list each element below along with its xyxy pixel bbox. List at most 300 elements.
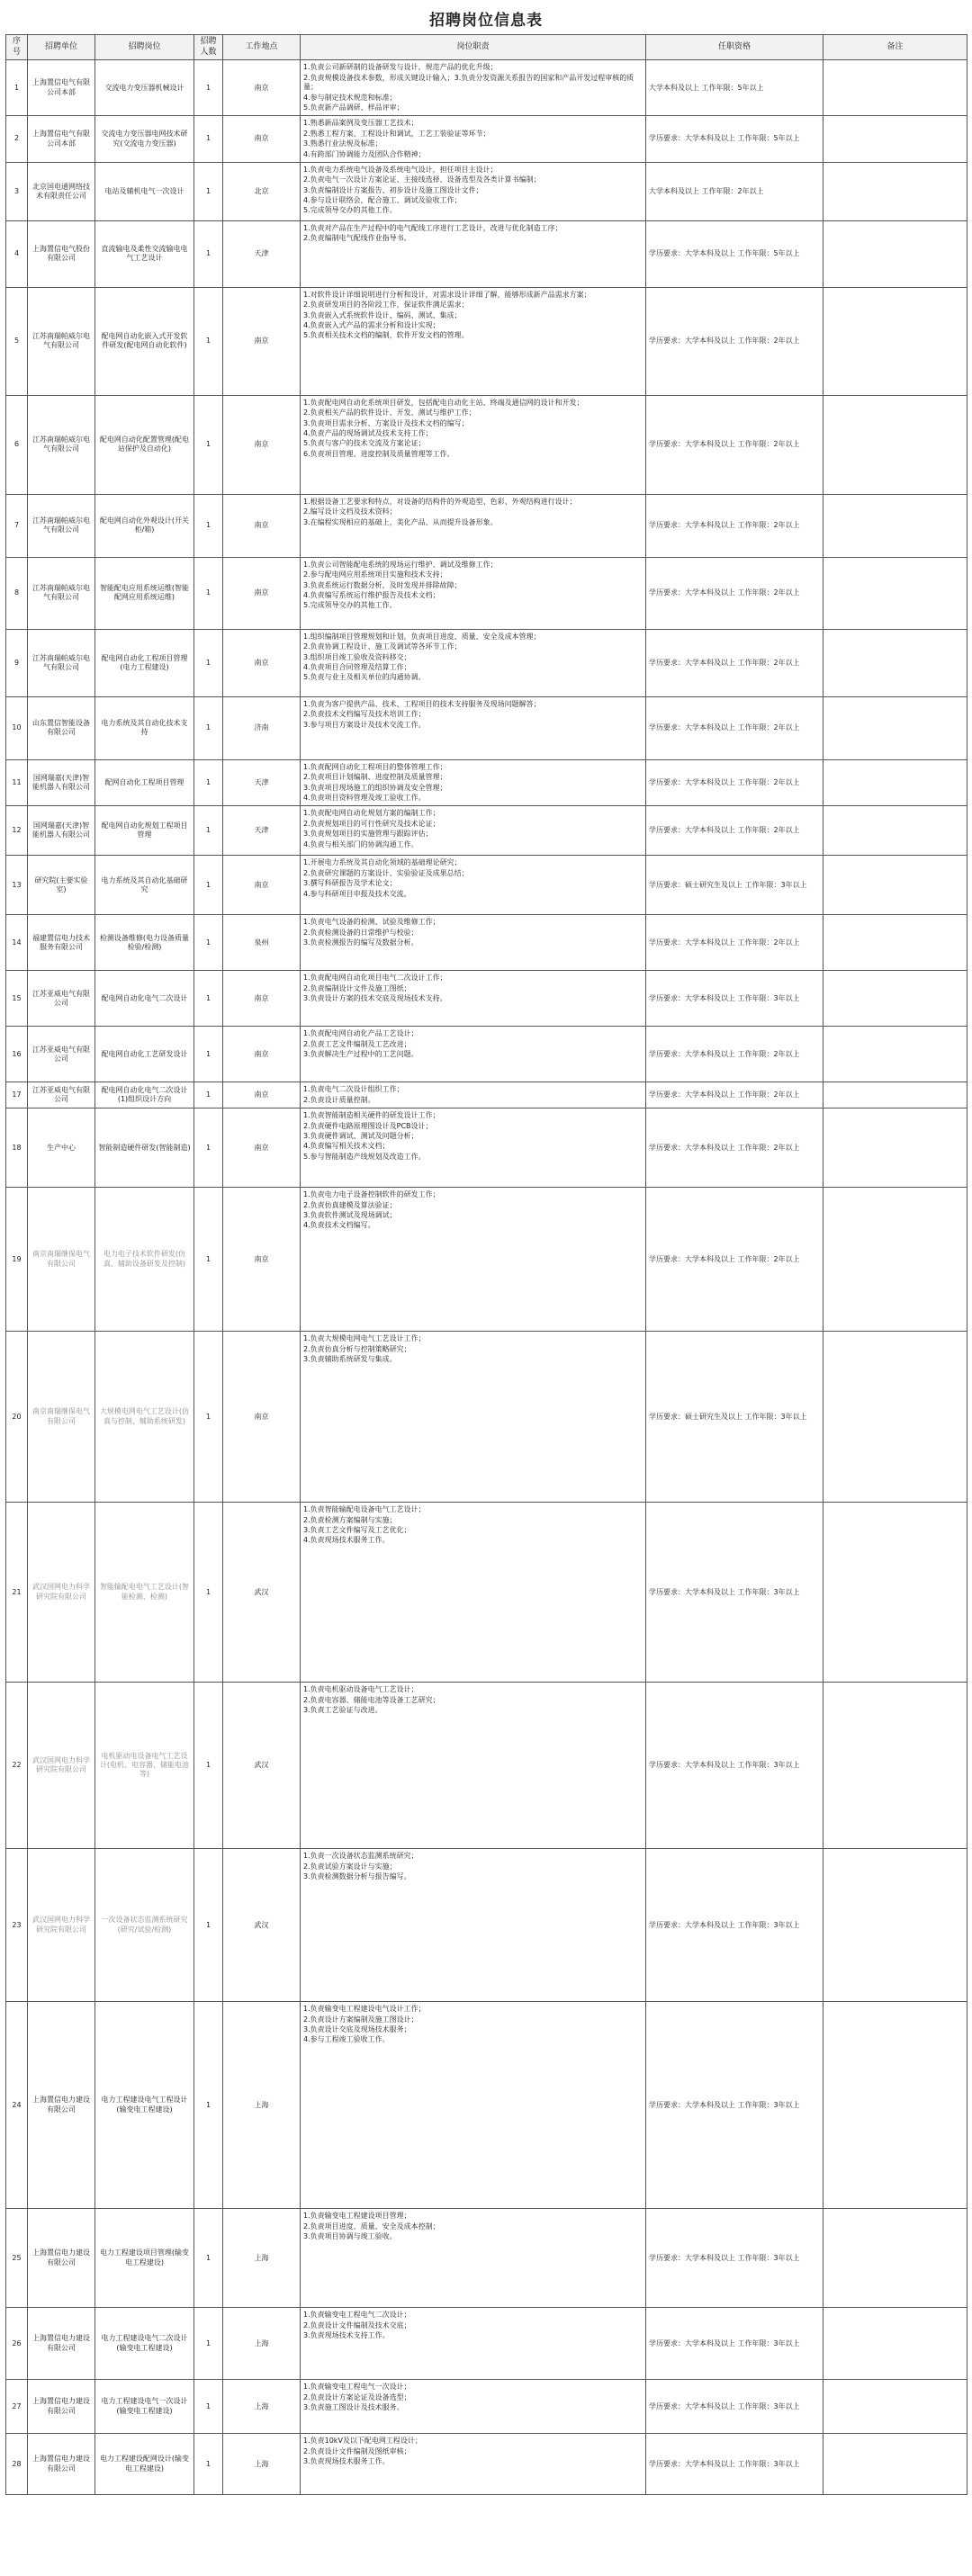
row-remarks — [824, 557, 968, 629]
duty-line: 1.负责电力电子设备控制软件的研发工作； — [303, 1190, 440, 1199]
row-position: 配电网自动化配置管理(配电站保护及自动化) — [95, 395, 194, 494]
duty-line: 3.负责项目需求分析、方案设计及技术文档的编写； — [303, 418, 469, 427]
table-row — [6, 60, 968, 116]
row-position: 检测设备维修(电力设备质量检验/检测) — [95, 915, 194, 971]
row-position: 电机驱动电设备电气工艺设计(电机、电容器、储能电池等) — [95, 1683, 194, 1849]
row-location: 南京 — [223, 1082, 301, 1108]
row-requirements: 学历要求：大学本科及以上 工作年限：2年以上 — [646, 629, 824, 696]
table-row — [6, 971, 968, 1027]
duty-line: 4.有跨部门协调能力及团队合作精神； — [303, 149, 426, 158]
row-unit: 江苏南瑞帕威尔电气有限公司 — [28, 629, 95, 696]
row-count: 1 — [194, 1683, 223, 1849]
duty-line: 1.负责公司新研制的设备研发与设计，规范产品的优化升级； — [303, 63, 498, 72]
table-row — [6, 2434, 968, 2495]
duty-line: 2.负责设计质量控制。 — [303, 1095, 375, 1104]
row-index: 11 — [6, 759, 28, 806]
row-count: 1 — [194, 629, 223, 696]
row-location: 南京 — [223, 971, 301, 1027]
row-unit: 上海置信电力建设有限公司 — [28, 2434, 95, 2495]
duty-line: 5.完成领导交办的其他工作。 — [303, 601, 397, 610]
row-requirements: 学历要求：大学本科及以上 工作年限：3年以上 — [646, 2209, 824, 2308]
row-remarks — [824, 915, 968, 971]
row-location: 济南 — [223, 696, 301, 759]
row-count: 1 — [194, 806, 223, 856]
duty-line: 4.参与工程竣工验收工作。 — [303, 2035, 390, 2044]
duty-line: 3.负责工艺验证与改进。 — [303, 1706, 382, 1715]
row-count: 1 — [194, 2209, 223, 2308]
row-location: 南京 — [223, 1332, 301, 1503]
row-duties — [301, 1188, 646, 1332]
duty-line: 2.负责检测方案编制与实施； — [303, 1515, 397, 1524]
duty-line: 1.负责输变电工程电气一次设计； — [303, 2383, 411, 2392]
row-location: 南京 — [223, 1027, 301, 1082]
table-row — [6, 557, 968, 629]
row-count: 1 — [194, 2434, 223, 2495]
row-location: 南京 — [223, 287, 301, 395]
row-index: 18 — [6, 1108, 28, 1188]
table-row — [6, 1082, 968, 1108]
duty-line: 2.负责编制电气配线作业指导书。 — [303, 234, 411, 243]
col-header-duties: 岗位职责 — [301, 35, 646, 60]
duty-line: 2.负责研究课题的方案设计、实验验证及成果总结； — [303, 868, 469, 877]
duty-line: 2.负责项目计划编制、进度控制及质量管理； — [303, 773, 447, 782]
row-remarks — [824, 1849, 968, 2002]
row-position: 交流电力变压器机械设计 — [95, 60, 194, 116]
table-row — [6, 629, 968, 696]
row-requirements: 学历要求：大学本科及以上 工作年限：3年以上 — [646, 2434, 824, 2495]
duty-line: 3.负责嵌入式系统软件设计、编码、测试、集成； — [303, 310, 462, 319]
duty-line: 5.完成领导交办的其他工作。 — [303, 206, 397, 215]
row-requirements: 学历要求：大学本科及以上 工作年限：2年以上 — [646, 557, 824, 629]
duty-line: 1.负责输变电工程建设电气设计工作； — [303, 2005, 426, 2014]
row-count: 1 — [194, 116, 223, 163]
row-index: 16 — [6, 1027, 28, 1082]
duty-line: 3.负责编制设计方案报告、初步设计及施工图设计文件； — [303, 185, 483, 194]
row-index: 1 — [6, 60, 28, 116]
duty-line: 1.负责配电网自动化系统项目研发，包括配电自动化主站、终端及通信网的设计和开发； — [303, 398, 584, 407]
row-requirements: 学历要求：大学本科及以上 工作年限：3年以上 — [646, 1503, 824, 1683]
duty-line: 1.负责智能输配电设备电气工艺设计； — [303, 1505, 426, 1514]
duty-line: 1.开展电力系统及其自动化领域的基础理论研究； — [303, 858, 462, 867]
duty-line: 3.熟悉行业法规及标准； — [303, 139, 382, 148]
row-requirements: 学历要求：大学本科及以上 工作年限：2年以上 — [646, 1188, 824, 1332]
duty-line: 3.负责硬件调试、测试及问题分析； — [303, 1132, 418, 1141]
row-index: 10 — [6, 696, 28, 759]
row-index: 14 — [6, 915, 28, 971]
duty-line: 1.根据设备工艺要求和特点，对设备的结构件的外观造型、色彩、外观结构进行设计； — [303, 497, 577, 506]
row-remarks — [824, 1108, 968, 1188]
row-duties — [301, 759, 646, 806]
duty-line: 4.负责嵌入式产品的需求分析和设计实现； — [303, 321, 440, 330]
row-unit: 江苏南瑞帕威尔电气有限公司 — [28, 494, 95, 557]
duty-line: 1.负责输变电工程电气二次设计； — [303, 2311, 411, 2320]
table-row — [6, 2308, 968, 2380]
row-location: 武汉 — [223, 1849, 301, 2002]
col-header-requirements: 任职资格 — [646, 35, 824, 60]
row-duties — [301, 116, 646, 163]
row-index: 24 — [6, 2002, 28, 2209]
row-count: 1 — [194, 1503, 223, 1683]
row-position: 配电网自动化电气二次设计 — [95, 971, 194, 1027]
col-header-unit: 招聘单位 — [28, 35, 95, 60]
row-count: 1 — [194, 2380, 223, 2434]
row-remarks — [824, 629, 968, 696]
col-header-index: 序号 — [6, 35, 28, 60]
row-location: 南京 — [223, 1188, 301, 1332]
duty-line: 1.对软件设计详细说明进行分析和设计，对需求设计详细了解，能够形成新产品需求方案； — [303, 290, 591, 299]
duty-line: 1.负责10kV及以下配电网工程设计； — [303, 2437, 422, 2446]
row-unit: 上海置信电力建设有限公司 — [28, 2002, 95, 2209]
row-position: 配网自动化工程项目管理 — [95, 759, 194, 806]
row-remarks — [824, 696, 968, 759]
row-position: 直流输电及柔性交流输电电气工艺设计 — [95, 220, 194, 287]
row-location: 上海 — [223, 2002, 301, 2209]
col-header-location: 工作地点 — [223, 35, 301, 60]
duty-line: 2.负责研发项目的各阶段工作，保证软件满足需求； — [303, 301, 469, 310]
duty-line: 2.负责设计文件编制及图纸审核； — [303, 2446, 411, 2455]
duty-line: 4.参与制定技术规范和标准； — [303, 93, 397, 102]
table-row — [6, 116, 968, 163]
table-row — [6, 856, 968, 915]
duty-line: 2.负责规划项目的可行性研究及技术论证； — [303, 819, 440, 828]
duty-line: 3.负责项目协调与竣工验收。 — [303, 2232, 397, 2241]
duty-line: 5.负责与业主及相关单位的沟通协调。 — [303, 673, 426, 682]
row-index: 9 — [6, 629, 28, 696]
row-position: 大规模电网电气工艺设计(仿真与控制、辅助系统研发) — [95, 1332, 194, 1503]
duty-line: 2.负责电容器、储能电池等设备工艺研究； — [303, 1695, 440, 1704]
row-duties — [301, 2380, 646, 2434]
row-location: 上海 — [223, 2434, 301, 2495]
row-count: 1 — [194, 287, 223, 395]
row-requirements: 学历要求：大学本科及以上 工作年限：2年以上 — [646, 915, 824, 971]
row-remarks — [824, 1027, 968, 1082]
row-index: 28 — [6, 2434, 28, 2495]
duty-line: 1.负责对产品在生产过程中的电气配线工序进行工艺设计，改进与优化制造工序； — [303, 223, 562, 232]
table-row — [6, 220, 968, 287]
row-location: 北京 — [223, 162, 301, 220]
duty-line: 2.负责硬件电路原理图设计及PCB设计； — [303, 1121, 433, 1130]
row-index: 8 — [6, 557, 28, 629]
row-index: 21 — [6, 1503, 28, 1683]
duty-line: 2.负责项目进度、质量、安全及成本控制； — [303, 2221, 440, 2230]
row-unit: 上海置信电气有限公司本部 — [28, 60, 95, 116]
table-row — [6, 915, 968, 971]
duty-line: 4.负责产品的现场调试及技术支持工作； — [303, 429, 433, 438]
row-unit: 江苏南瑞帕威尔电气有限公司 — [28, 395, 95, 494]
duty-line: 2.负责仿真分析与控制策略研究； — [303, 1344, 411, 1353]
duty-line: 4.负责编写系统运行维护报告及技术文档； — [303, 591, 440, 600]
row-remarks — [824, 395, 968, 494]
duty-line: 3.负责辅助系统研发与集成。 — [303, 1355, 397, 1364]
row-unit: 上海置信电气股份有限公司 — [28, 220, 95, 287]
row-location: 天津 — [223, 220, 301, 287]
row-unit: 江苏亚威电气有限公司 — [28, 1027, 95, 1082]
duty-line: 3.负责设计交底及现场技术服务； — [303, 2025, 411, 2034]
table-row — [6, 696, 968, 759]
row-count: 1 — [194, 1849, 223, 2002]
row-remarks — [824, 60, 968, 116]
duty-line: 2.负责规模设备技术参数，形成关键设计输入；3.负责分发资源关系报告的国家和产品开发过程审核的质量； — [303, 73, 634, 92]
row-location: 南京 — [223, 856, 301, 915]
row-duties — [301, 2002, 646, 2209]
duty-line: 2.负责检测设备的日常维护与校验； — [303, 928, 418, 937]
duty-line: 1.负责为客户提供产品、技术、工程项目的技术支持服务及现场问题解答； — [303, 699, 541, 708]
row-unit: 武汉国网电力科学研究院有限公司 — [28, 1683, 95, 1849]
row-duties — [301, 494, 646, 557]
duty-line: 2.负责试验方案设计与实施； — [303, 1862, 397, 1871]
row-requirements: 学历要求：大学本科及以上 工作年限：2年以上 — [646, 1108, 824, 1188]
duty-line: 1.负责智能制造相关硬件的研发设计工作； — [303, 1111, 440, 1120]
row-count: 1 — [194, 162, 223, 220]
row-location: 南京 — [223, 494, 301, 557]
row-requirements: 学历要求：大学本科及以上 工作年限：5年以上 — [646, 116, 824, 163]
table-row — [6, 494, 968, 557]
duty-line: 3.负责现场技术服务工作。 — [303, 2457, 390, 2466]
row-requirements: 大学本科及以上 工作年限：5年以上 — [646, 60, 824, 116]
row-location: 武汉 — [223, 1683, 301, 1849]
duty-line: 2.负责技术文档编写及技术培训工作； — [303, 710, 426, 719]
row-requirements: 学历要求：大学本科及以上 工作年限：3年以上 — [646, 2002, 824, 2209]
row-duties — [301, 1849, 646, 2002]
row-duties — [301, 1082, 646, 1108]
duty-line: 5.参与智能制造产线规划及改造工作。 — [303, 1152, 426, 1161]
row-location: 武汉 — [223, 1503, 301, 1683]
row-unit: 武汉国网电力科学研究院有限公司 — [28, 1503, 95, 1683]
row-duties — [301, 2308, 646, 2380]
row-index: 19 — [6, 1188, 28, 1332]
row-position: 配电网自动化电气二次设计(1)组织设计方向 — [95, 1082, 194, 1108]
row-count: 1 — [194, 494, 223, 557]
row-remarks — [824, 220, 968, 287]
duty-line: 3.负责检测数据分析与报告编写。 — [303, 1872, 411, 1881]
duty-line: 1.负责配电网自动化规划方案的编制工作； — [303, 809, 440, 818]
duty-line: 1.负责一次设备状态监测系统研究； — [303, 1852, 418, 1861]
duty-line: 1.负责配电网自动化项目电气二次设计工作； — [303, 974, 447, 983]
table-row — [6, 759, 968, 806]
row-position: 智能配电应用系统运维(智能配网应用系统运维) — [95, 557, 194, 629]
row-unit: 江苏南瑞帕威尔电气有限公司 — [28, 287, 95, 395]
duty-line: 2.负责仿真建模及算法验证； — [303, 1200, 397, 1209]
row-count: 1 — [194, 1332, 223, 1503]
row-index: 22 — [6, 1683, 28, 1849]
row-requirements: 大学本科及以上 工作年限：2年以上 — [646, 162, 824, 220]
duty-line: 3.撰写科研报告及学术论文； — [303, 879, 397, 888]
row-unit: 江苏亚威电气有限公司 — [28, 971, 95, 1027]
duty-line: 3.参与项目方案设计及技术交流工作。 — [303, 720, 426, 729]
row-count: 1 — [194, 915, 223, 971]
row-duties — [301, 1332, 646, 1503]
row-unit: 上海置信电气有限公司本部 — [28, 116, 95, 163]
row-unit: 国网瑞嘉(天津)智能机器人有限公司 — [28, 759, 95, 806]
row-duties — [301, 915, 646, 971]
row-count: 1 — [194, 2002, 223, 2209]
row-requirements: 学历要求：大学本科及以上 工作年限：2年以上 — [646, 395, 824, 494]
row-index: 26 — [6, 2308, 28, 2380]
row-index: 25 — [6, 2209, 28, 2308]
duty-line: 3.负责施工图设计及技术服务。 — [303, 2403, 404, 2412]
row-unit: 南京南瑞继保电气有限公司 — [28, 1188, 95, 1332]
row-location: 南京 — [223, 557, 301, 629]
row-requirements: 学历要求：硕士研究生及以上 工作年限：3年以上 — [646, 1332, 824, 1503]
row-remarks — [824, 2380, 968, 2434]
row-remarks — [824, 2308, 968, 2380]
row-unit: 北京国电通网络技术有限责任公司 — [28, 162, 95, 220]
row-position: 电站及辅机电气一次设计 — [95, 162, 194, 220]
row-position: 智能制造硬件研发(智能制造) — [95, 1108, 194, 1188]
row-requirements: 学历要求：大学本科及以上 工作年限：3年以上 — [646, 2308, 824, 2380]
row-position: 配电网自动化工程项目管理(电力工程建设) — [95, 629, 194, 696]
row-duties — [301, 395, 646, 494]
duty-line: 1.组织编制项目管理规划和计划，负责项目进度、质量、安全及成本管理； — [303, 632, 541, 641]
duty-line: 2.负责设计文件编制及技术交底； — [303, 2320, 411, 2329]
row-remarks — [824, 1503, 968, 1683]
duty-line: 3.负责系统运行数据分析，及时发现并排除故障； — [303, 580, 462, 589]
row-index: 27 — [6, 2380, 28, 2434]
duty-line: 3.负责设计方案的技术交底及现场技术支持。 — [303, 994, 447, 1003]
row-requirements: 学历要求：大学本科及以上 工作年限：2年以上 — [646, 287, 824, 395]
row-unit: 上海置信电力建设有限公司 — [28, 2380, 95, 2434]
row-position: 电力工程建设项目管理(输变电工程建设) — [95, 2209, 194, 2308]
duty-line: 3.负责检测报告的编写及数据分析。 — [303, 938, 418, 947]
table-row — [6, 1503, 968, 1683]
duty-line: 1.负责电气二次设计组织工作； — [303, 1085, 404, 1094]
duty-line: 4.负责与相关部门的协调沟通工作。 — [303, 839, 418, 848]
row-requirements: 学历要求：大学本科及以上 工作年限：2年以上 — [646, 696, 824, 759]
row-duties — [301, 220, 646, 287]
row-location: 泉州 — [223, 915, 301, 971]
duty-line: 3.负责解决生产过程中的工艺问题。 — [303, 1050, 418, 1059]
row-count: 1 — [194, 60, 223, 116]
row-requirements: 学历要求：大学本科及以上 工作年限：2年以上 — [646, 806, 824, 856]
row-position: 电力系统及其自动化技术支持 — [95, 696, 194, 759]
table-row — [6, 1849, 968, 2002]
row-requirements: 学历要求：硕士研究生及以上 工作年限：3年以上 — [646, 856, 824, 915]
row-remarks — [824, 116, 968, 163]
duty-line: 3.在编程实现相应的基础上，美化产品、从而提升设备形象。 — [303, 517, 498, 526]
col-header-count: 招聘人数 — [194, 35, 223, 60]
row-count: 1 — [194, 759, 223, 806]
table-body — [6, 60, 968, 2495]
duty-line: 5.负责新产品调研、样品评审； — [303, 103, 404, 112]
duty-line: 3.负责规划项目的实施管理与跟踪评估； — [303, 830, 433, 839]
table-row — [6, 2380, 968, 2434]
duty-line: 4.负责现场技术服务工作。 — [303, 1536, 390, 1545]
duty-line: 2.负责设计方案编制及施工图设计； — [303, 2015, 418, 2024]
table-row — [6, 1188, 968, 1332]
row-index: 13 — [6, 856, 28, 915]
row-duties — [301, 2209, 646, 2308]
row-position: 一次设备状态监测系统研究(研究/试验/检测) — [95, 1849, 194, 2002]
row-unit: 江苏亚威电气有限公司 — [28, 1082, 95, 1108]
row-index: 3 — [6, 162, 28, 220]
row-position: 电力工程建设电气二次设计(输变电工程建设) — [95, 2308, 194, 2380]
duty-line: 4.负责项目资料管理及竣工验收工作。 — [303, 794, 426, 803]
table-row — [6, 162, 968, 220]
row-count: 1 — [194, 557, 223, 629]
row-remarks — [824, 971, 968, 1027]
row-position: 配电网自动化嵌入式开发软件研发(配电网自动化软件) — [95, 287, 194, 395]
row-requirements: 学历要求：大学本科及以上 工作年限：2年以上 — [646, 494, 824, 557]
table-row — [6, 1683, 968, 1849]
table-row — [6, 1332, 968, 1503]
duty-line: 4.负责技术文档编写。 — [303, 1221, 375, 1230]
table-row — [6, 806, 968, 856]
duty-line: 1.负责输变电工程建设项目管理； — [303, 2212, 411, 2221]
row-position: 智能输配电电气工艺设计(智能检测、检测) — [95, 1503, 194, 1683]
row-location: 天津 — [223, 806, 301, 856]
duty-line: 2.负责相关产品的软件设计、开发、测试与维护工作； — [303, 408, 476, 417]
table-row — [6, 395, 968, 494]
row-remarks — [824, 162, 968, 220]
row-duties — [301, 287, 646, 395]
row-requirements: 学历要求：大学本科及以上 工作年限：2年以上 — [646, 1027, 824, 1082]
row-unit: 上海置信电力建设有限公司 — [28, 2308, 95, 2380]
row-remarks — [824, 759, 968, 806]
row-position: 配电网自动化外观设计(开关柜/箱) — [95, 494, 194, 557]
duty-line: 2.负责编制设计文件及施工图纸； — [303, 983, 411, 992]
row-duties — [301, 1027, 646, 1082]
row-position: 配电网自动化规划工程项目管理 — [95, 806, 194, 856]
duty-line: 1.负责配网自动化工程项目的整体管理工作； — [303, 762, 447, 771]
row-index: 5 — [6, 287, 28, 395]
row-position: 电力电子技术软件研发(仿真、辅助设备研发及控制) — [95, 1188, 194, 1332]
row-duties — [301, 1503, 646, 1683]
row-remarks — [824, 2002, 968, 2209]
row-unit: 研究院(主要实验室) — [28, 856, 95, 915]
row-location: 南京 — [223, 395, 301, 494]
row-count: 1 — [194, 971, 223, 1027]
row-unit: 福建置信电力技术服务有限公司 — [28, 915, 95, 971]
duty-line: 4.负责编写相关技术文档； — [303, 1142, 390, 1151]
row-duties — [301, 1108, 646, 1188]
row-remarks — [824, 2209, 968, 2308]
duty-line: 4.参与科研项目申报及技术交流。 — [303, 889, 411, 898]
duty-line: 4.参与设计联络会，配合施工、调试及验收工作； — [303, 196, 462, 205]
row-remarks — [824, 494, 968, 557]
row-duties — [301, 629, 646, 696]
row-remarks — [824, 1188, 968, 1332]
row-unit: 江苏南瑞帕威尔电气有限公司 — [28, 557, 95, 629]
duty-line: 1.负责电力系统电气设备及系统电气设计，担任项目主设计； — [303, 165, 498, 174]
duty-line: 3.组织项目竣工验收及资料移交； — [303, 652, 411, 661]
row-location: 南京 — [223, 1108, 301, 1188]
row-requirements: 学历要求：大学本科及以上 工作年限：3年以上 — [646, 1849, 824, 2002]
row-unit: 生产中心 — [28, 1108, 95, 1188]
duty-line: 3.负责项目现场施工的组织协调及安全管理； — [303, 783, 447, 792]
row-count: 1 — [194, 395, 223, 494]
table-header-row — [6, 35, 968, 60]
row-remarks — [824, 806, 968, 856]
row-duties — [301, 971, 646, 1027]
duty-line: 1.负责公司智能配电系统的现场运行维护、调试及维修工作； — [303, 560, 498, 569]
row-position: 电力系统及其自动化基础研究 — [95, 856, 194, 915]
row-remarks — [824, 287, 968, 395]
duty-line: 5.负责相关技术文档的编制，软件开发文档的管理。 — [303, 331, 469, 340]
duty-line: 2.参与配电网应用系统项目实施和技术支持； — [303, 570, 447, 579]
row-location: 上海 — [223, 2380, 301, 2434]
duty-line: 1.负责电机驱动设备电气工艺设计； — [303, 1685, 418, 1694]
row-remarks — [824, 1082, 968, 1108]
row-remarks — [824, 2434, 968, 2495]
row-index: 23 — [6, 1849, 28, 2002]
row-duties — [301, 162, 646, 220]
row-position: 电力工程建设配网设计(输变电工程建设) — [95, 2434, 194, 2495]
row-position: 电力工程建设电气一次设计(输变电工程建设) — [95, 2380, 194, 2434]
table-row — [6, 2209, 968, 2308]
duty-line: 2.负责协调工程设计、施工及调试等各环节工作； — [303, 642, 462, 651]
row-duties — [301, 60, 646, 116]
table-row — [6, 1108, 968, 1188]
